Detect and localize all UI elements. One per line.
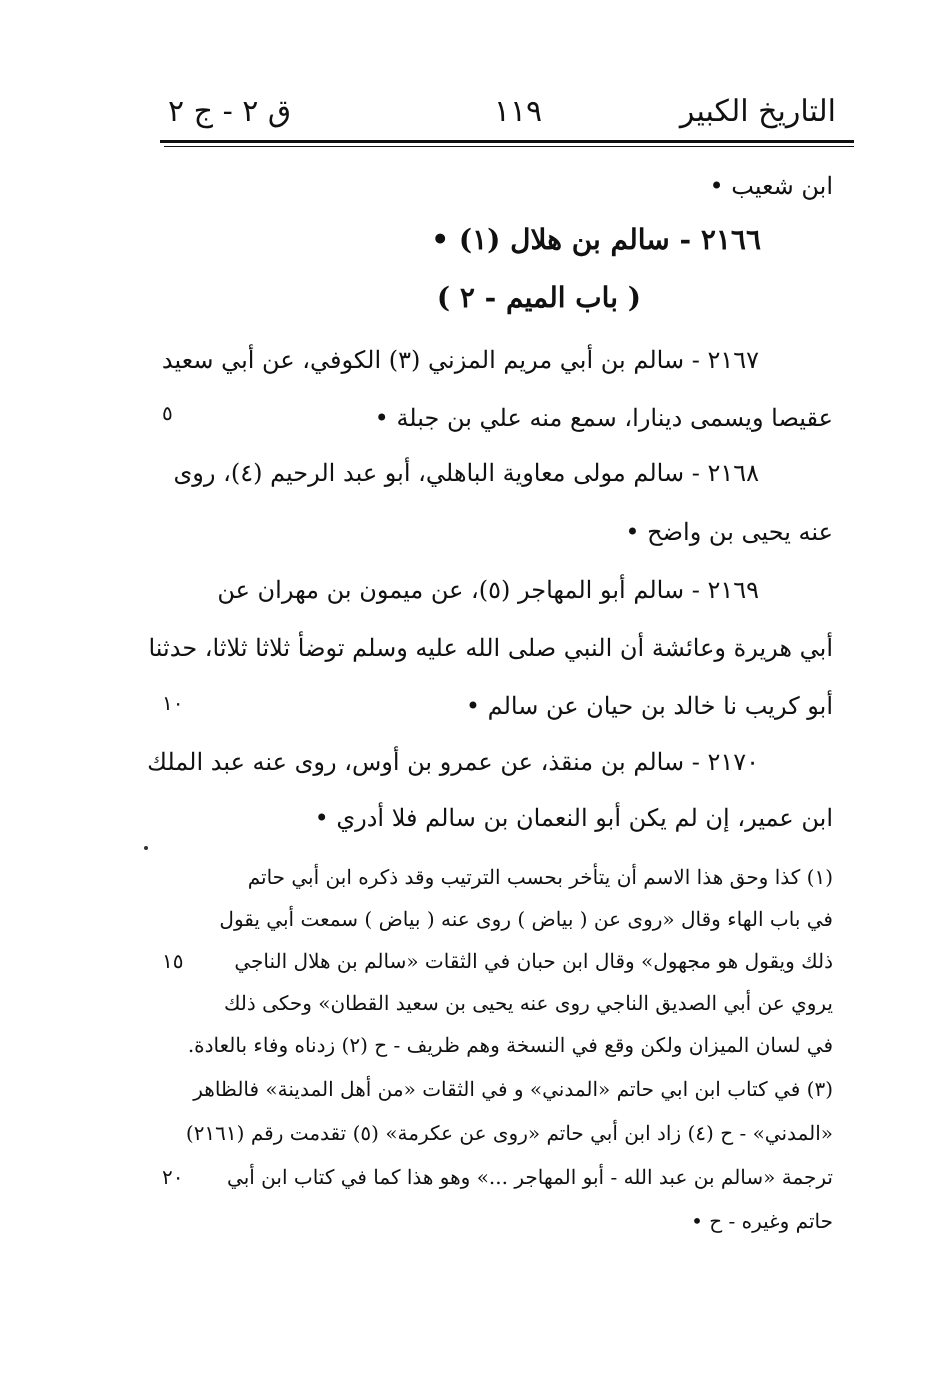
header-rule-thin (164, 146, 854, 147)
entry-2169: ٢١٦٩ - سالم أبو المهاجر (٥)، عن ميمون بن مهران عن (217, 576, 759, 604)
footnote-line: حاتم وغيره - ح • (691, 1209, 833, 1233)
text-line: ابن شعيب • (709, 172, 833, 200)
footnote-line: ترجمة «سالم بن عبد الله - أبو المهاجر ...» وهو هذا كما في كتاب ابن أبي (227, 1165, 833, 1189)
footnote-line: ذلك ويقول هو مجهول» وقال ابن حبان في الثقات «سالم بن هلال الناجي (234, 949, 833, 973)
entry-2170: ٢١٧٠ - سالم بن منقذ، عن عمرو بن أوس، روى عنه عبد الملك (147, 748, 759, 776)
entry-2167: ٢١٦٧ - سالم بن أبي مريم المزني (٣) الكوفي، عن أبي سعيد (161, 346, 759, 374)
page-header (168, 92, 836, 136)
line-number-10: ١٠ (162, 691, 184, 715)
margin-mark (144, 846, 148, 850)
text-line: عنه يحيى بن واضح • (625, 518, 833, 546)
page-number: ١١٩ (493, 94, 543, 129)
header-rule (160, 140, 854, 143)
footnote-line: (١) كذا وحق هذا الاسم أن يتأخر بحسب الترتيب وقد ذكره ابن أبي حاتم (247, 865, 833, 889)
text-line: أبو كريب نا خالد بن حيان عن سالم • (465, 692, 833, 720)
footnote-line: في لسان الميزان ولكن وقع في النسخة وهم ظريف - ح (٢) زدناه وفاء بالعادة. (187, 1033, 833, 1057)
entry-2168: ٢١٦٨ - سالم مولى معاوية الباهلي، أبو عبد الرحيم (٤)، روى (173, 459, 759, 487)
line-number-15: ١٥ (162, 949, 184, 973)
volume-indicator: ق ٢ - ج ٢ (168, 94, 292, 129)
book-title: التاريخ الكبير (679, 94, 836, 129)
text-line: ابن عمير، إن لم يكن أبو النعمان بن سالم فلا أدري • (314, 804, 833, 832)
footnote-line: في باب الهاء وقال «روى عن ( بياض ) روى عنه ( بياض ) سمعت أبي يقول (219, 907, 833, 931)
text-line: عقيصا ويسمى دينارا، سمع منه علي بن جبلة • (374, 404, 833, 432)
footnote-line: يروي عن أبي الصديق الناجي روى عنه يحيى بن سعيد القطان» وحكى ذلك (223, 991, 833, 1015)
line-number-5: ٥ (162, 401, 173, 425)
entry-2166: ٢١٦٦ - سالم بن هلال (١) • (431, 223, 761, 256)
footnote-line: (٣) في كتاب ابن ابي حاتم «المدني» و في الثقات «من أهل المدينة» فالظاهر (193, 1077, 833, 1101)
chapter-heading: ( باب الميم - ٢ ) (436, 281, 641, 314)
line-number-20: ٢٠ (162, 1165, 184, 1189)
text-line: أبي هريرة وعائشة أن النبي صلى الله عليه وسلم توضأ ثلاثا ثلاثا، حدثنا (148, 634, 833, 662)
footnote-line: «المدني» - ح (٤) زاد ابن أبي حاتم «روى عن عكرمة» (٥) تقدمت رقم (٢١٦١) (185, 1121, 833, 1145)
